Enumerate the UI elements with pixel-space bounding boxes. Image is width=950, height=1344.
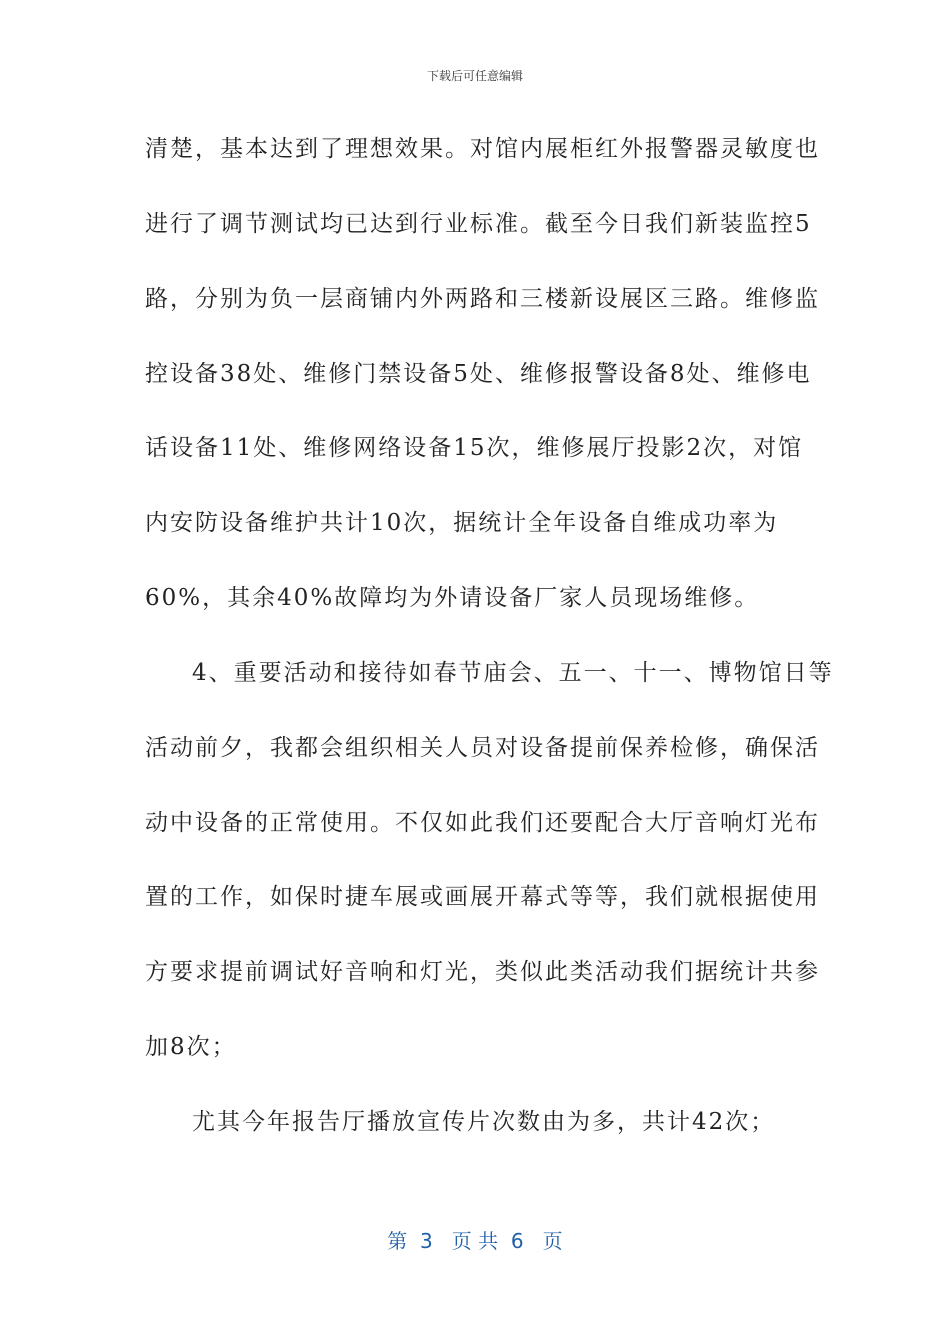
text-line: 进行了调节测试均已达到行业标准。截至今日我们新装监控5 bbox=[145, 211, 812, 237]
text-line: 方要求提前调试好音响和灯光，类似此类活动我们据统计共参 bbox=[145, 959, 820, 985]
text-line: 动中设备的正常使用。不仅如此我们还要配合大厅音响灯光布 bbox=[145, 810, 820, 836]
page-number-footer: 第 3 页 共 6 页 bbox=[387, 1229, 563, 1253]
text-line: 话设备11处、维修网络设备15次，维修展厅投影2次，对馆 bbox=[145, 435, 804, 461]
text-line: 活动前夕，我都会组织相关人员对设备提前保养检修，确保活 bbox=[145, 735, 820, 761]
text-line-indented: 4、重要活动和接待如春节庙会、五一、十一、博物馆日等 bbox=[192, 660, 834, 686]
text-line: 置的工作，如保时捷车展或画展开幕式等等，我们就根据使用 bbox=[145, 884, 820, 910]
page-header: 下载后可任意编辑 bbox=[426, 69, 523, 83]
text-line: 清楚，基本达到了理想效果。对馆内展柜红外报警器灵敏度也 bbox=[145, 136, 820, 162]
text-line: 内安防设备维护共计10次，据统计全年设备自维成功率为 bbox=[145, 510, 779, 536]
text-line-indented: 尤其今年报告厅播放宣传片次数由为多，共计42次； bbox=[192, 1109, 776, 1135]
text-line: 控设备38处、维修门禁设备5处、维修报警设备8处、维修电 bbox=[145, 361, 812, 387]
text-line: 60%，其余40%故障均为外请设备厂家人员现场维修。 bbox=[145, 585, 760, 611]
text-line: 路，分别为负一层商铺内外两路和三楼新设展区三路。维修监 bbox=[145, 286, 820, 312]
text-line: 加8次； bbox=[145, 1034, 237, 1060]
